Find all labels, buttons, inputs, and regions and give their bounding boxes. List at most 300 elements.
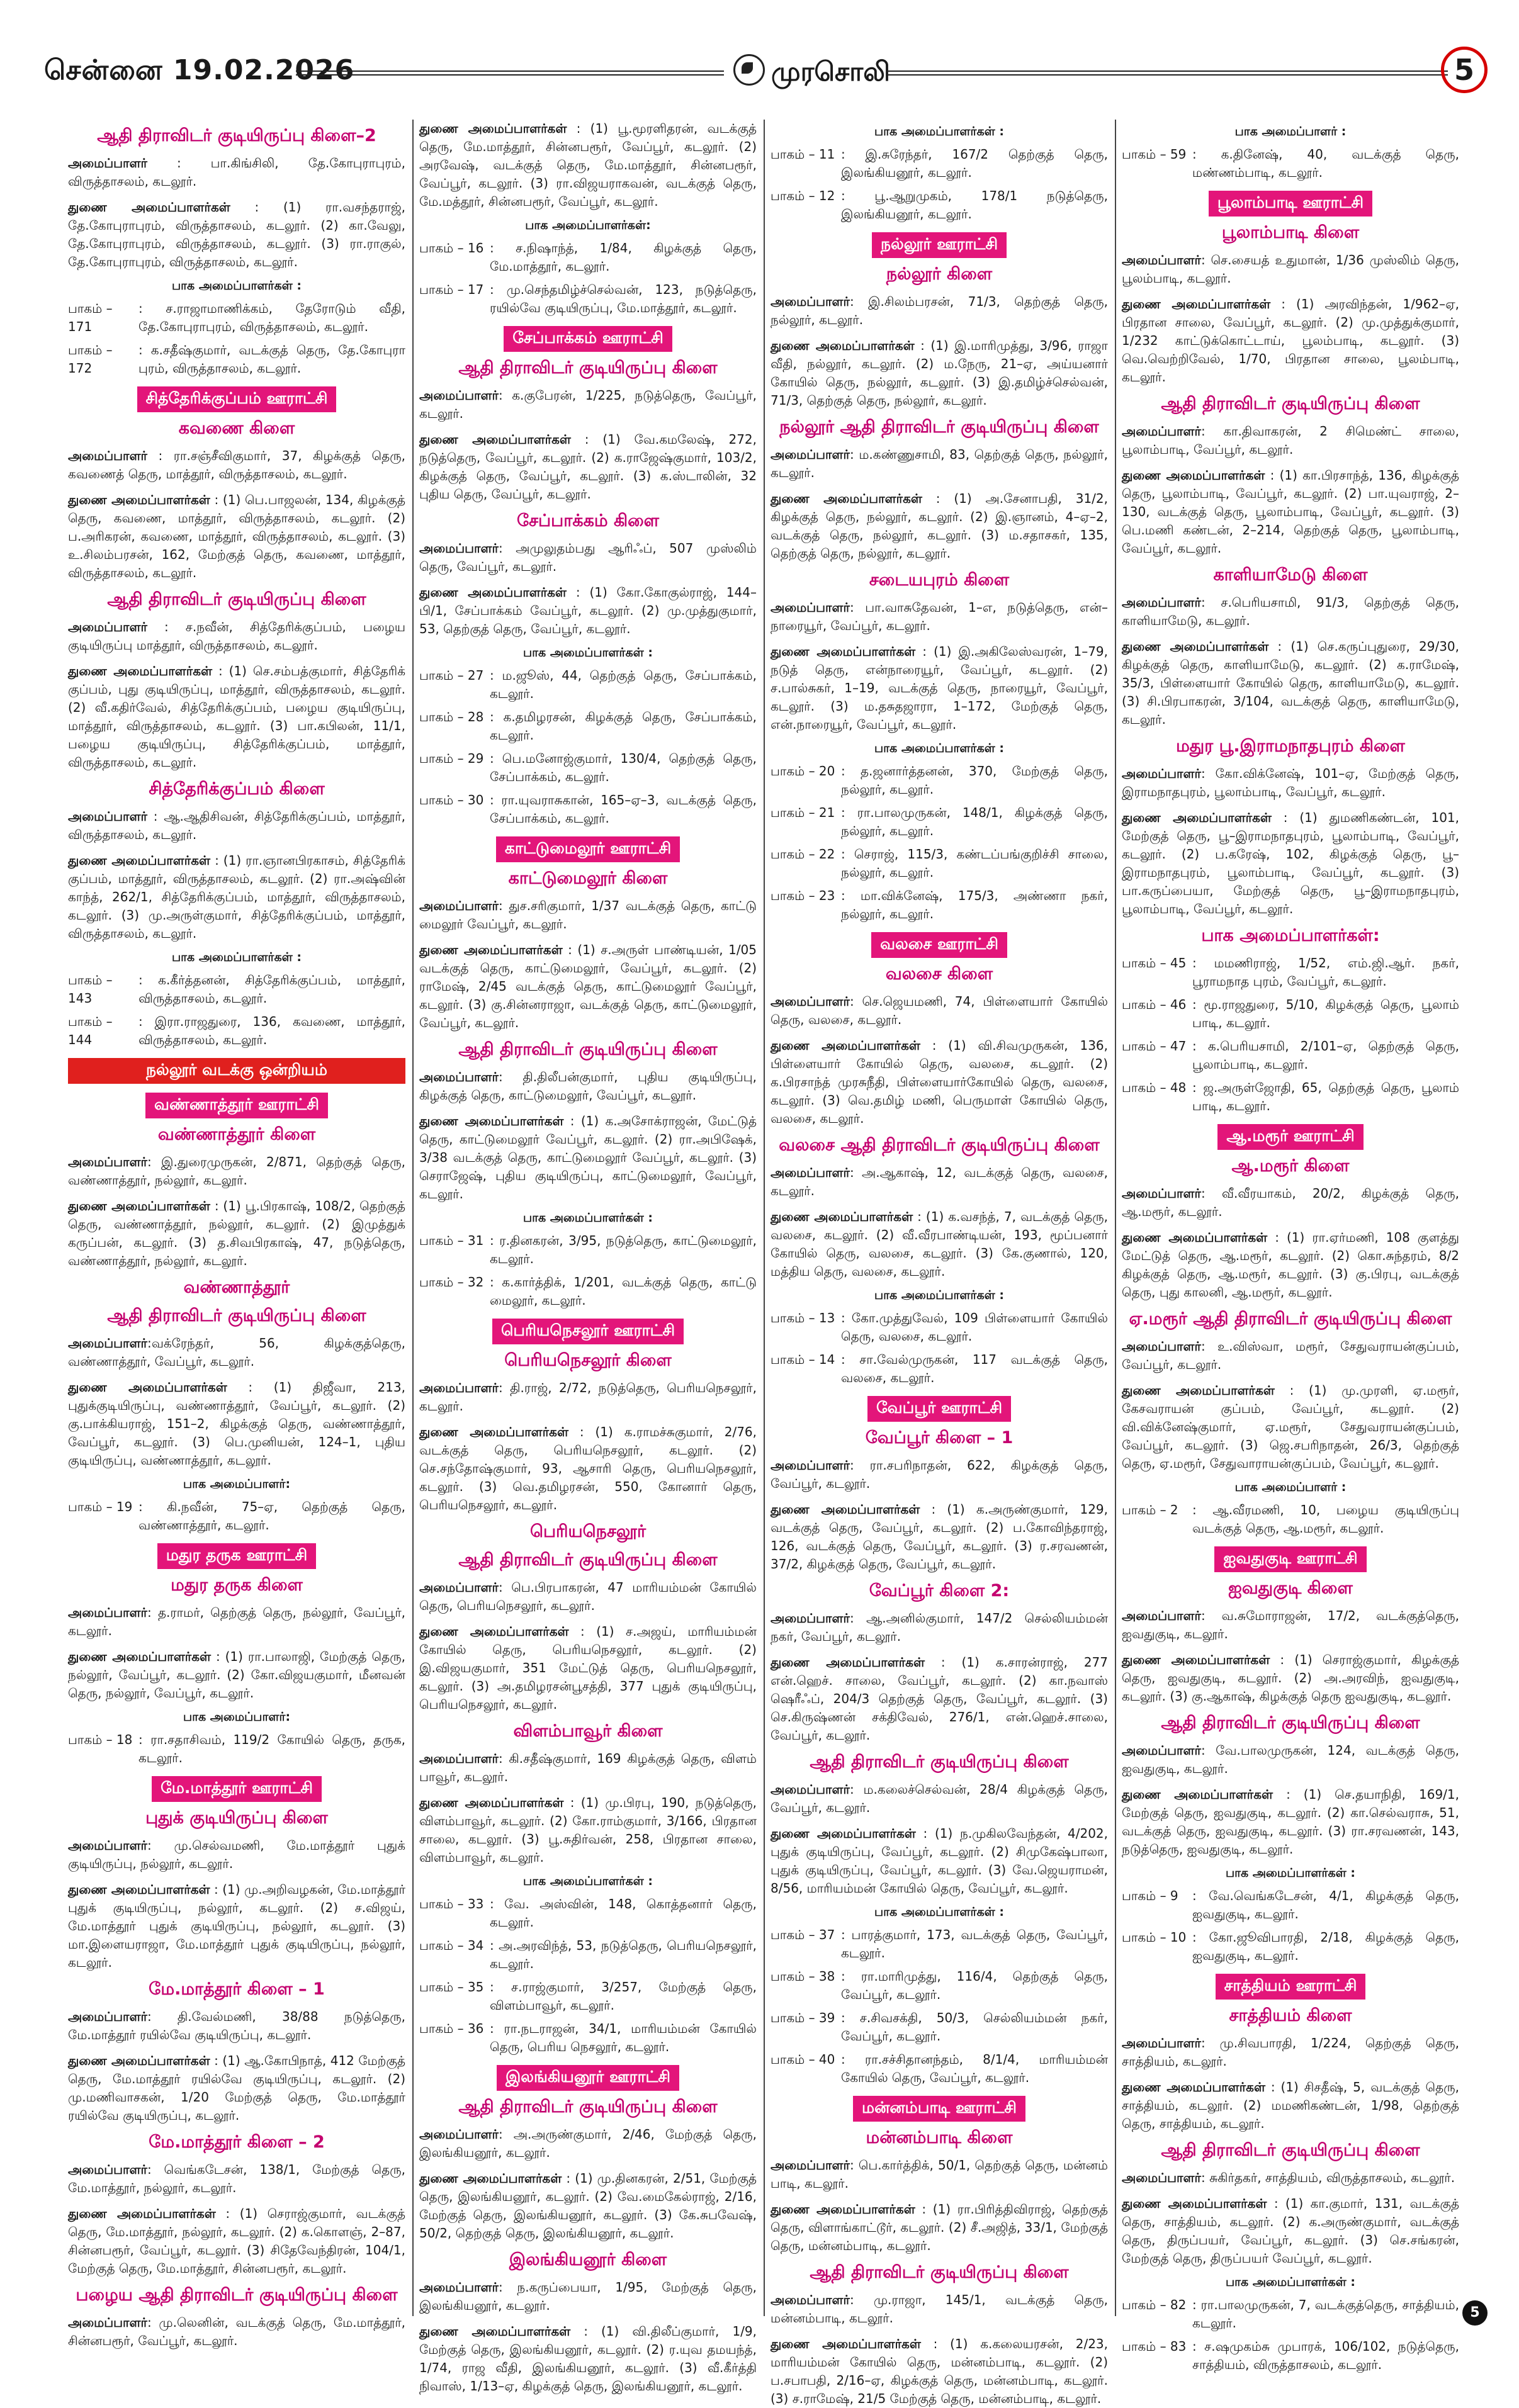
member-entry xyxy=(771,1781,1108,1817)
booth-member: : க.கார்த்திக், 1/201, வடக்குத் தெரு, காட்டு மைலூர், கடலூர். xyxy=(490,1274,757,1308)
article-columns xyxy=(68,120,1460,2406)
subheading: பாக அமைப்பாளர்கள் : xyxy=(522,1211,653,1225)
booth-member: : வே. அஸ்வின், 148, கொத்தனார் தெரு, கடலூர். xyxy=(490,1896,757,1930)
role-label: அமைப்பாளர் xyxy=(68,1336,147,1351)
member-details: : (1) ச.அஜய், மாரியம்மன் கோயில் தெரு, பெரியநெசலூர், கடலூர். (2) இ.விஜயகுமார், 351 மேட்டுத் தெரு, பெரியநெசலூர், கடலூர். (3) அ.தமிழரசன்பூசத்தி, 377 புதுக் குடியிருப்பு, பெரியநெசலூர், கடலூர். xyxy=(419,1624,757,1712)
member-details: : (1) க.அருண்குமார், 129, வடக்குத் தெரு, வேப்பூர், கடலூர். (2) ப.கோவிந்தராஜ், 126, வடக்குத் தெரு, வேப்பூர், கடலூர். (3) ர.சரவணன், 37/2, கிழக்குத் தெரு, வேப்பூர், கடலூர். xyxy=(771,1502,1108,1572)
booth-entry xyxy=(419,667,757,703)
member-details: : (1) வி.சிவமுருகன், 136, பிள்ளையார் கோயில் தெரு, வலசை, கடலூர். (2) க.பிரசாந்த் முரசுநீதி, பிள்ளையார்கோயில் தெரு, வலசை, கடலூர். (3) வெ.தமிழ் மணி, பெருமாள் கோயில் தெரு, வலசை, கடலூர். xyxy=(771,1038,1108,1126)
role-label: துணை அமைப்பாளர்கள் xyxy=(419,2171,562,2186)
role-label: துணை அமைப்பாளர்கள் xyxy=(68,1649,212,1664)
booth-entry xyxy=(771,1351,1108,1387)
booth-number: பாகம் – 33 xyxy=(419,1896,484,1911)
member-entry xyxy=(419,2169,757,2242)
role-label: துணை அமைப்பாளர்கள் xyxy=(419,1624,569,1639)
subheading: பாக அமைப்பாளர்: xyxy=(183,1477,291,1491)
section-title: ஆதி திராவிடர் குடியிருப்பு கிளை xyxy=(458,2097,718,2117)
member-entry xyxy=(1122,594,1459,630)
member-details: : (1) ச.அருள் பாண்டியன், 1/05 வடக்குத் தெரு, காட்டுமைலூர், வேப்பூர், கடலூர். (2) ராமேஷ், 2/45 வடக்குத் தெரு, காட்டுமைலூர் வேப்பூர், கடலூர். (3) கு.சின்னராஜா, வடக்குத் தெரு, காட்டுமைலூர், வேப்பூர், கடலூர். xyxy=(419,942,757,1030)
member-details: : ஆ.அனில்குமார், 147/2 செல்லியம்மன் நகர், வேப்பூர், கடலூர். xyxy=(771,1611,1108,1644)
member-entry xyxy=(771,1208,1108,1281)
booth-number: பாகம் – 10 xyxy=(1122,1930,1187,1945)
booth-number: பாகம் – 40 xyxy=(771,2052,835,2067)
section-title: பூலாம்பாடி கிளை xyxy=(1221,223,1360,242)
booth-member: : பாரத்குமார், 173, வடக்குத் தெரு, வேப்பூர், கடலூர். xyxy=(841,1927,1108,1961)
role-label: அமைப்பாளர் xyxy=(68,1154,147,1169)
member-details: : (1) கோ.கோகுல்ராஜ், 144–பி/1, சேப்பாக்கம் வேப்பூர், கடலூர். (2) மு.முத்துகுமார், 53, தெற்குத் தெரு, வேப்பூர், கடலூர். xyxy=(419,585,757,636)
booth-number: பாகம் – 17 xyxy=(419,282,484,297)
section-title: சாத்தியம் கிளை xyxy=(1229,2006,1352,2025)
member-entry xyxy=(1122,1337,1459,1374)
booth-number: பாகம் – 47 xyxy=(1122,1038,1187,1054)
member-entry xyxy=(68,1334,405,1371)
member-entry xyxy=(68,2314,405,2350)
role-label: அமைப்பாளர் xyxy=(68,619,147,634)
section-title: காட்டுமைலூர் கிளை xyxy=(508,869,668,888)
role-label: அமைப்பாளர் xyxy=(1122,1186,1201,1201)
role-label: அமைப்பாளர் xyxy=(419,2280,499,2295)
role-label: அமைப்பாளர் xyxy=(419,1069,499,1084)
role-label: துணை அமைப்பாளர்கள் xyxy=(771,338,915,353)
section-title: நல்லூர் கிளை xyxy=(886,264,993,284)
booth-member: : இ.சுரேந்தர், 167/2 தெற்குத் தெரு, இலங்கியனூர், கடலூர். xyxy=(841,147,1108,180)
member-details: : (1) ந.முகிலவேந்தன், 4/202, புதுக் குடியிருப்பு, வேப்பூர், கடலூர். (2) சிமுகேஷ்பாலா, புதுக் குடியிருப்பு, வேப்பூர், கடலூர். (3) வே.ஜெயராமன், 8/56, மாரியம்மன் கோயில் தெரு, வேப்பூர், கடலூர். xyxy=(771,1826,1109,1896)
member-entry xyxy=(771,599,1108,635)
role-label: அமைப்பாளர் xyxy=(1122,2035,1201,2051)
member-details: :வக்ரேந்தர், 56, கிழக்குத்தெரு, வண்ணாத்தூர், வேப்பூர், கடலூர். xyxy=(68,1336,405,1369)
member-details: : (1) துமணிகண்டன், 101, மேற்குத் தெரு, பூ–இராமநாதபுரம், பூலாம்பாடி, வேப்பூர், கடலூர். (2) ப.கரேஷ், 102, கிழக்குத் தெரு, பூ–இராமநாதபுரம், பூலாம்பாடி, வேப்பூர், கடலூர். (3) பா.கருப்பையா, மேற்குத் தெரு, பூ–இராமநாதபுரம், பூலாம்பாடி, வேப்பூர், கடலூர். xyxy=(1122,810,1460,916)
role-label: துணை அமைப்பாளர்கள் xyxy=(419,1795,564,1810)
section-title: ஆதி திராவிடர் குடியிருப்பு கிளை xyxy=(458,358,718,378)
role-label: துணை அமைப்பாளர்கள் xyxy=(419,1113,564,1128)
role-label: துணை அமைப்பாளர்கள் xyxy=(1122,639,1269,654)
member-entry xyxy=(1122,1786,1459,1859)
role-label: அமைப்பாளர் xyxy=(419,2127,499,2142)
panchayat-banner: மன்னம்பாடி ஊராட்சி xyxy=(853,2096,1025,2122)
member-details: : துச.சரிகுமார், 1/37 வடக்குத் தெரு, காட்டு மைலூர் வேப்பூர், கடலூர். xyxy=(419,898,757,931)
role-label: துணை அமைப்பாளர்கள் xyxy=(68,492,210,507)
section-title: ஆதி திராவிடர் குடியிருப்பு கிளை xyxy=(107,1306,366,1325)
booth-number: பாகம் – 46 xyxy=(1122,997,1187,1012)
role-label: துணை அமைப்பாளர்கள் xyxy=(771,1502,920,1517)
member-details: : (1) ஆ.கோபிநாத், 412 மேற்குத் தெரு, மே.மாத்தூர் ரயில்வே குடியிருப்பு, கடலூர். (2) மு.மணிவாசகன், 1/20 மேற்குத் தெரு, மே.மாத்தூர் ரயில்வே குடியிருப்பு, கடலூர். xyxy=(68,2053,406,2123)
booth-entry xyxy=(68,300,405,336)
member-entry xyxy=(771,1456,1108,1493)
member-entry xyxy=(771,490,1108,563)
booth-number: பாகம் – 13 xyxy=(771,1310,835,1325)
member-entry xyxy=(68,154,405,191)
member-details: : (1) கா.குமார், 131, வடக்குத் தெரு, சாத்தியம், கடலூர். (2) க.அருண்குமார், வடக்குத் தெரு, திருப்பயர், வேப்பூர், கடலூர். (3) செ.சங்கரன், மேற்குத் தெரு, திருப்பயர் வேப்பூர், கடலூர். xyxy=(1122,2196,1459,2266)
booth-number: பாகம் – 48 xyxy=(1122,1080,1187,1095)
member-entry xyxy=(68,1881,405,1972)
booth-number: பாகம் – 172 xyxy=(68,342,113,376)
member-entry xyxy=(1122,466,1459,558)
booth-member: : க.பெரியசாமி, 2/101–ஏ, தெற்குத் தெரு, பூலாம்பாடி, கடலூர். xyxy=(1192,1038,1459,1072)
booth-number: பாகம் – 35 xyxy=(419,1979,484,1994)
member-details: : (1) வே.கமலேஷ், 272, நடுத்தெரு, வேப்பூர், கடலூர். (2) க.ராஜேஷ்குமார், 103/2, கிழக்குத் தெரு, வேப்பூர், கடலூர். (3) க.ஸ்டாலின், 32 புதிய தெரு, வேப்பூர், கடலூர். xyxy=(419,432,757,502)
member-details: : பெ.பிரபாகரன், 47 மாரியம்மன் கோயில் தெரு, பெரியநெசலூர், கடலூர். xyxy=(419,1580,757,1613)
member-entry xyxy=(419,583,757,638)
member-entry xyxy=(771,1500,1108,1573)
section-title: புதுக் குடியிருப்பு கிளை xyxy=(145,1808,328,1828)
member-entry xyxy=(419,897,757,933)
member-details: : ம.கலைச்செல்வன், 28/4 கிழக்குத் தெரு, வேப்பூர், கடலூர். xyxy=(771,1782,1108,1815)
role-label: அமைப்பாளர் xyxy=(419,1580,499,1595)
member-details: : மு.சிவபாரதி, 1/224, தெற்குத் தெரு, சாத்தியம், கடலூர். xyxy=(1122,2035,1459,2069)
booth-member: : மமணிராஜ், 1/52, எம்.ஜி.ஆர். நகர், பூராமநாத புரம், வேப்பூர், கடலூர். xyxy=(1192,955,1459,989)
member-details: : (1) பெ.பாஜலன், 134, கிழக்குத் தெரு, கவணை, மாத்தூர், விருத்தாசலம், கடலூர். (2) ப.அரிகரன், கவணை, மாத்தூர், விருத்தாசலம், கடலூர். (3) உ.சிலம்பரசன், 162, மேற்குத் தெரு, கவணை, மாத்தூர், விருத்தாசலம், கடலூர். xyxy=(68,492,405,580)
booth-number: பாகம் – 18 xyxy=(68,1732,133,1747)
role-label: துணை அமைப்பாளர்கள் xyxy=(419,942,563,957)
member-details: : கி.சதீஷ்குமார், 169 கிழக்குத் தெரு, விளம் பாவூர், கடலூர். xyxy=(419,1751,757,1784)
member-entry xyxy=(1122,422,1459,459)
booth-member: : ச.சிவசக்தி, 50/3, செல்லியம்மன் நகர், வேப்பூர், கடலூர். xyxy=(841,2010,1108,2044)
panchayat-banner: சித்தேரிக்குப்பம் ஊராட்சி xyxy=(137,386,337,412)
booth-member: : த.ஜனார்த்தனன், 370, மேற்குத் தெரு, நல்லூர், கடலூர். xyxy=(841,763,1108,797)
booth-entry xyxy=(771,845,1108,882)
member-entry xyxy=(771,643,1108,734)
booth-member: : ரா.யுவராசுகான், 165–ஏ–3, வடக்குத் தெரு, சேப்பாக்கம், கடலூர். xyxy=(490,792,757,826)
booth-number: பாகம் – 32 xyxy=(419,1274,484,1290)
role-label: துணை அமைப்பாளர்கள் xyxy=(1122,1787,1273,1802)
booth-entry xyxy=(68,971,405,1008)
booth-entry xyxy=(419,2020,757,2056)
booth-entry xyxy=(419,1273,757,1310)
role-label: அமைப்பாளர் xyxy=(419,541,499,556)
booth-entry xyxy=(1122,2338,1459,2374)
member-entry xyxy=(771,446,1108,482)
page-header xyxy=(44,49,1488,93)
booth-number: பாகம் – 30 xyxy=(419,792,484,807)
role-label: துணை அமைப்பாளர்கள் xyxy=(419,585,567,600)
section-title: பாக அமைப்பாளர்கள்: xyxy=(1201,926,1380,945)
member-entry xyxy=(1122,765,1459,801)
role-label: துணை அமைப்பாளர்கள் xyxy=(771,2336,921,2351)
role-label: அமைப்பாளர் xyxy=(68,2315,147,2330)
member-entry xyxy=(771,993,1108,1029)
member-details: : (1) செராஜ்குமார், கிழக்குத் தெரு, ஐவதுகுடி, கடலூர். (2) அ.அரவிந், ஐவதுகுடி, கடலூர். (3) கு.ஆகாஷ், கிழக்குத் தெரு ஐவதுகுடி, கடலூர். xyxy=(1122,1652,1460,1704)
member-details: : செ.ஜெயமணி, 74, பிள்ளையார் கோயில் தெரு, வலசை, கடலூர். xyxy=(771,994,1108,1027)
member-entry xyxy=(1122,2169,1459,2187)
role-label: அமைப்பாளர் xyxy=(419,1380,499,1395)
member-details: : கோ.விக்னேஷ், 101–ஏ, மேற்குத் தெரு, இராமநாதபுரம், பூலாம்பாடி, வேப்பூர், கடலூர். xyxy=(1122,766,1459,799)
section-title: சேப்பாக்கம் கிளை xyxy=(516,511,660,531)
section-title: ஆதி திராவிடர் குடியிருப்பு கிளை xyxy=(458,1550,718,1570)
header-rule-left xyxy=(296,70,724,76)
member-details: : அ.ஆகாஷ், 12, வடக்குத் தெரு, வலசை, கடலூர். xyxy=(771,1165,1108,1198)
booth-entry xyxy=(771,187,1108,223)
member-details: : (1) அரவிந்தன், 1/962–ஏ, பிரதான சாலை, வேப்பூர், கடலூர். (2) மு.முத்துக்குமார், 1/232 காட்டுக்கொட்டாய், பூலம்பாடி, கடலூர். (3) வெ.வெற்றிவேல், 1/70, பிரதான சாலை, பூலம்பாடி, கடலூர். xyxy=(1122,296,1459,385)
subheading: பாக அமைப்பாளர்கள் : xyxy=(874,1905,1004,1919)
role-label: துணை அமைப்பாளர்கள் xyxy=(419,1424,568,1439)
booth-entry xyxy=(419,1937,757,1973)
booth-member: : ரா.பாலமுருகன், 148/1, கிழக்குத் தெரு, நல்லூர், கடலூர். xyxy=(841,805,1108,838)
section-title: ஆதி திராவிடர் குடியிருப்பு கிளை xyxy=(1161,1713,1420,1733)
member-entry xyxy=(771,1609,1108,1646)
member-details: : பா.வாசுதேவன், 1–எ, நடுத்தெரு, என்– நாரையூர், வேப்பூர், கடலூர். xyxy=(771,600,1108,633)
member-details: : (1) மு.முரளி, ஏ.மரூர், கேசவராயன் குப்பம், வேப்பூர், கடலூர். (2) வி.விக்னேஷ்குமார், ஏ.மரூர், சேதுவராயன்குப்பம், வேப்பூர், கடலூர். (3) ஜெ.சபரிநாதன், 26/3, தெற்குத் தெரு, ஏ.மரூர், சேதுவாராயன்குப்பம், வேப்பூர், கடலூர். xyxy=(1122,1383,1459,1471)
member-details: : பா.கிங்சிலி, தே.கோபுராபுரம், விருத்தாசலம், கடலூர். xyxy=(68,155,405,189)
booth-entry xyxy=(771,2009,1108,2045)
booth-entry xyxy=(68,1498,405,1534)
role-label: அமைப்பாளர் xyxy=(419,388,499,403)
member-details: : மு.செல்வமணி, மே.மாத்தூர் புதுக் குடியிருப்பு, நல்லூர், கடலூர். xyxy=(68,1838,405,1871)
panchayat-banner: மதுர தருக ஊராட்சி xyxy=(157,1543,317,1569)
booth-member: : ர.தினகரன், 3/95, நடுத்தெரு, காட்டுமைலூர், கடலூர். xyxy=(490,1233,757,1266)
member-entry xyxy=(1122,1741,1459,1778)
booth-entry xyxy=(419,750,757,786)
member-entry xyxy=(419,386,757,423)
member-details: : அ.அருண்குமார், 2/46, மேற்குத் தெரு, இலங்கியனூர், கடலூர். xyxy=(419,2127,757,2160)
member-entry xyxy=(1122,1651,1459,1706)
section-title: ஆதி திராவிடர் குடியிருப்பு கிளை xyxy=(810,1752,1069,1772)
column-4 xyxy=(1122,120,1460,2372)
role-label: துணை அமைப்பாளர்கள் xyxy=(419,121,567,136)
member-entry xyxy=(1122,251,1459,288)
subheading: பாக அமைப்பாளர் : xyxy=(1234,125,1347,138)
booth-member: : ஆ.வீரமணி, 10, பழைய குடியிருப்பு வடக்குத் தெரு, ஆ.மரூர், கடலூர். xyxy=(1192,1502,1459,1536)
member-details: : ரா.சஞ்சீவிகுமார், 37, கிழக்குத் தெரு, கவணைத் தெரு, மாத்தூர், விருத்தாசலம், கடலூர். xyxy=(68,448,405,481)
member-details: : ரா.சபரிநாதன், 622, கிழக்குத் தெரு, வேப்பூர், கடலூர். xyxy=(771,1458,1108,1491)
section-title: ஆதி திராவிடர் குடியிருப்பு கிளை xyxy=(810,2263,1069,2282)
booth-member: : பெ.மனோஜ்குமார், 130/4, தெற்குத் தெரு, சேப்பாக்கம், கடலூர். xyxy=(490,751,757,784)
member-details: : வே.பாலமுருகன், 124, வடக்குத் தெரு, ஐவதுகுடி, கடலூர். xyxy=(1122,1743,1459,1776)
member-details: : த.ராமர், தெற்குத் தெரு, நல்லூர், வேப்பூர், கடலூர். xyxy=(68,1605,405,1638)
booth-member: : ரா.பாலமுருகன், 7, வடக்குத்தெரு, சாத்தியம், கடலூர். xyxy=(1192,2297,1459,2331)
member-entry xyxy=(771,1037,1108,1128)
member-entry xyxy=(419,1750,757,1786)
subheading: பாக அமைப்பாளர்கள் : xyxy=(171,950,302,964)
member-details: : (1) செ.கருப்புதுரை, 29/30, கிழக்குத் தெரு, காளியாமேடு, கடலூர். (2) க.ராமேஷ், 35/3, பிள்ளையார் கோயில் தெரு, காளியாமேடு, கடலூர். (3) சி.பிரபாகரன், 3/104, வடக்குத் தெரு, காளியாமேடு, கடலூர். xyxy=(1122,639,1459,727)
role-label: துணை அமைப்பாளர்கள் xyxy=(68,1198,210,1213)
booth-number: பாகம் – 21 xyxy=(771,805,835,820)
member-details: : கா.திவாகரன், 2 சிமெண்ட் சாலை, பூலாம்பாடி, வேப்பூர், கடலூர். xyxy=(1122,424,1459,457)
booth-number: பாகம் – 143 xyxy=(68,972,113,1006)
member-entry xyxy=(419,2125,757,2162)
member-entry xyxy=(419,539,757,576)
section-title: வண்ணாத்தூர் கிளை xyxy=(157,1125,316,1144)
member-entry xyxy=(68,1378,405,1470)
booth-entry xyxy=(419,1232,757,1268)
member-details: : தி.வேல்மணி, 38/88 நடுத்தெரு, மே.மாத்தூர் ரயில்வே குடியிருப்பு, கடலூர். xyxy=(68,2009,405,2042)
role-label: அமைப்பாளர் xyxy=(1122,424,1201,439)
panchayat-banner: மே.மாத்தூர் ஊராட்சி xyxy=(152,1776,322,1802)
section-title: வலசை கிளை xyxy=(885,964,993,984)
booth-entry xyxy=(1122,1928,1459,1965)
booth-number: பாகம் – 23 xyxy=(771,888,835,903)
booth-number: பாகம் – 22 xyxy=(771,847,835,862)
role-label: துணை அமைப்பாளர்கள் xyxy=(419,2324,571,2339)
member-entry xyxy=(771,293,1108,329)
member-details: : (1) வி.திலீப்குமார், 1/9, மேற்குத் தெரு, இலங்கியனூர், கடலூர். (2) ர.யுவ தமயந்த், 1/74, ராஜ வீதி, இலங்கியனூர், கடலூர். (3) வீ.கீர்த்தி நிவாஸ், 1/13–ஏ, கிழக்குத் தெரு, இலங்கியனூர், கடலூர். xyxy=(419,2324,757,2394)
member-details: : (1) ரா.பாலாஜி, மேற்குத் தெரு, நல்லூர், வேப்பூர், கடலூர். (2) கோ.விஜயகுமார், மீனவன் தெரு, நல்லூர், வேப்பூர், கடலூர். xyxy=(68,1649,405,1701)
booth-entry xyxy=(1122,954,1459,991)
role-label: அமைப்பாளர் xyxy=(771,1782,850,1797)
role-label: அமைப்பாளர் xyxy=(1122,1743,1201,1758)
member-details: : வீ.வீரயாகம், 20/2, கிழக்குத் தெரு, ஆ.மரூர், கடலூர். xyxy=(1122,1186,1459,1219)
panchayat-banner: நல்லூர் ஊராட்சி xyxy=(872,232,1007,258)
role-label: அமைப்பாளர் xyxy=(1122,766,1201,781)
panchayat-banner: காட்டுமைலூர் ஊராட்சி xyxy=(496,836,680,862)
member-entry xyxy=(68,198,405,271)
booth-number: பாகம் – 2 xyxy=(1122,1502,1178,1517)
member-entry xyxy=(419,1794,757,1867)
member-entry xyxy=(68,807,405,844)
section-title: வண்ணாத்தூர் xyxy=(183,1278,290,1297)
panchayat-banner: வண்ணாத்தூர் ஊராட்சி xyxy=(145,1093,328,1118)
role-label: துணை அமைப்பாளர்கள் xyxy=(1122,1383,1275,1398)
booth-member: : மூ.ராஜதுரை, 5/10, கிழக்குத் தெரு, பூலாம் பாடி, கடலூர். xyxy=(1192,997,1459,1030)
member-entry xyxy=(68,2205,405,2278)
booth-entry xyxy=(419,239,757,276)
role-label: துணை அமைப்பாளர்கள் xyxy=(1122,2079,1266,2095)
section-title: மே.மாத்தூர் கிளை – 2 xyxy=(149,2132,325,2152)
section-title: ஆதி திராவிடர் குடியிருப்பு கிளை xyxy=(458,1040,718,1059)
booth-entry xyxy=(419,1978,757,2015)
role-label: அமைப்பாளர் xyxy=(1122,1608,1201,1623)
booth-member: : ரா.மாரிமுத்து, 116/4, தெற்குத் தெரு, வேப்பூர், கடலூர். xyxy=(841,1969,1108,2002)
member-entry xyxy=(419,2322,757,2395)
role-label: அமைப்பாளர் xyxy=(771,600,850,615)
member-details: : ச.நவீன், சித்தேரிக்குப்பம், பழைய குடியிருப்பு மாத்தூர், விருத்தாசலம், கடலூர். xyxy=(68,619,405,653)
role-label: அமைப்பாளர் xyxy=(1122,252,1201,267)
subheading: பாக அமைப்பாளர்கள் : xyxy=(874,1288,1004,1302)
section-title: மதுர தருக கிளை xyxy=(171,1575,303,1595)
role-label: துணை அமைப்பாளர்கள் xyxy=(1122,1652,1270,1667)
role-label: அமைப்பாளர் xyxy=(68,2009,147,2024)
panchayat-banner: பெரியநெசலூர் ஊராட்சி xyxy=(492,1319,684,1344)
member-entry xyxy=(771,2200,1108,2255)
member-details: : (1) சிசதீஷ், 5, வடக்குத் தெரு, சாத்தியம், கடலூர். (2) மமணிகண்டன், 1/98, தெற்குத் தெரு, சாத்தியம், கடலூர். xyxy=(1122,2079,1459,2131)
member-entry xyxy=(1122,295,1459,386)
member-entry xyxy=(68,1837,405,1873)
booth-member: : ம.ஜூஸ், 44, தெற்குத் தெரு, சேப்பாக்கம், கடலூர். xyxy=(490,668,757,701)
member-details: : (1) ரா.ஏர்மணி, 108 குளத்து மேட்டுத் தெரு, ஆ.மரூர், கடலூர். (2) கொ.சுந்தரம், 8/2 கிழக்குத் தெரு, ஆ.மரூர், கடலூர். (3) கு.பிரபு, வடக்குத் தெரு, புது காலனி, ஆ.மரூர், கடலூர். xyxy=(1122,1230,1459,1300)
booth-number: பாகம் – 39 xyxy=(771,2010,835,2025)
footer-page-number: 5 xyxy=(1462,2300,1488,2326)
role-label: துணை அமைப்பாளர்கள் xyxy=(68,2206,216,2221)
member-details: : ந.கருப்பையா, 1/95, மேற்குத் தெரு, இலங்கியனூர், கடலூர். xyxy=(419,2280,757,2313)
section-title: மதுர பூ.இராமநாதபுரம் கிளை xyxy=(1176,736,1405,756)
section-title: ஆதி திராவிடர் குடியிருப்பு கிளை xyxy=(1161,2141,1420,2160)
booth-member: : பூ.ஆறுமுகம், 178/1 நடுத்தெரு, இலங்கியனூர், கடலூர். xyxy=(841,188,1108,222)
booth-entry xyxy=(419,1895,757,1932)
booth-entry xyxy=(1122,1079,1459,1115)
booth-member: : ச.ராஜாமாணிக்கம், தேரோடும் வீதி, தே.கோபுராபுரம், விருத்தாசலம், கடலூர். xyxy=(138,301,405,334)
section-title: நல்லூர் ஆதி திராவிடர் குடியிருப்பு கிளை xyxy=(779,417,1099,437)
booth-member: : க.கீர்த்தனன், சித்தேரிக்குப்பம், மாத்தூர், விருத்தாசலம், கடலூர். xyxy=(138,972,405,1006)
booth-entry xyxy=(1122,145,1459,182)
section-title: மன்னம்பாடி கிளை xyxy=(866,2128,1013,2147)
booth-entry xyxy=(771,762,1108,799)
role-label: துணை அமைப்பாளர்கள் xyxy=(1122,1230,1268,1245)
booth-number: பாகம் – 59 xyxy=(1122,147,1187,162)
member-details: : (1) செ.சம்பத்குமார், சித்தேரிக் குப்பம், புது குடியிருப்பு, மாத்தூர், விருத்தாசலம், கடலூர். (2) வீ.கதிர்வேல், சித்தேரிக்குப்பம், பழைய குடியிருப்பு, மாத்தூர், விருத்தாசலம், கடலூர். (3) பா.கபிலன், 11/1, பழைய குடியிருப்பு, சித்தேரிக்குப்பம், மாத்தூர், விருத்தாசலம், கடலூர். xyxy=(68,663,405,770)
member-details: : ச.பெரியசாமி, 91/3, தெற்குத் தெரு, காளியாமேடு, கடலூர். xyxy=(1122,595,1459,628)
member-details: : வ.சுமோராஜன், 17/2, வடக்குத்தெரு, ஐவதுகுடி, கடலூர். xyxy=(1122,1608,1459,1641)
section-title: வேப்பூர் கிளை 2: xyxy=(869,1581,1010,1601)
section-title: ஆதி திராவிடர் குடியிருப்பு கிளை xyxy=(1161,394,1420,414)
column-1 xyxy=(68,120,406,2348)
role-label: துணை அமைப்பாளர்கள் xyxy=(68,2053,210,2068)
booth-number: பாகம் – 9 xyxy=(1122,1888,1178,1903)
role-label: துணை அமைப்பாளர்கள் xyxy=(68,853,211,868)
booth-number: பாகம் – 82 xyxy=(1122,2297,1187,2312)
member-entry xyxy=(68,1153,405,1190)
booth-entry xyxy=(771,1926,1108,1962)
booth-entry xyxy=(1122,996,1459,1032)
role-label: துணை அமைப்பாளர்கள் xyxy=(771,1655,925,1670)
booth-member: : ரா.சதாசிவம், 119/2 கோயில் தெரு, தருக, கடலூர். xyxy=(138,1732,405,1765)
member-entry xyxy=(419,941,757,1032)
section-title: ஆ.மரூர் கிளை xyxy=(1231,1156,1350,1176)
member-details: : (1) திஜீவா, 213, புதுக்குடியிருப்பு, வண்ணாத்தூர், வேப்பூர், கடலூர். (2) கு.பாக்கியராஜ், 151–2, கிழக்குத் தெரு, வண்ணாத்தூர், வேப்பூர், கடலூர். (3) பெ.முனியன், 124–1, புதிய குடியிருப்பு, வண்ணாத்தூர், கடலூர். xyxy=(68,1380,405,1468)
section-title: பழைய ஆதி திராவிடர் குடியிருப்பு கிளை xyxy=(76,2285,398,2305)
member-details: : (1) க.கலையரசன், 2/23, மாரியம்மன் கோயில் தெரு, மன்னம்பாடி, கடலூர். (2) ப.சபாபதி, 2/16–ஏ, கிழக்குத் தெரு, மன்னம்பாடி, கடலூர். (3) ச.ராமேஷ், 21/5 மேற்குத் தெரு, மன்னம்பாடி, கடலூர். xyxy=(771,2336,1108,2406)
booth-member: : செராஜ், 115/3, கண்டப்பங்குறிச்சி சாலை, நல்லூர், கடலூர். xyxy=(841,847,1108,880)
member-details: : (1) ரா.பிரித்திவிராஜ், தெற்குத் தெரு, விளாங்காட்டூர், கடலூர். (2) சீ.அஜித், 33/1, மேற்குத் தெரு, மன்னம்பாடி, கடலூர். xyxy=(771,2202,1109,2253)
union-banner: நல்லூர் வடக்கு ஒன்றியம் xyxy=(68,1058,405,1084)
member-entry xyxy=(68,1604,405,1640)
member-entry xyxy=(771,2156,1108,2193)
member-entry xyxy=(68,1648,405,1702)
member-entry xyxy=(419,1379,757,1415)
member-details: : இ.சிலம்பரசன், 71/3, தெற்குத் தெரு, நல்லூர், கடலூர். xyxy=(771,294,1108,327)
role-label: துணை அமைப்பாளர்கள் xyxy=(68,1882,210,1897)
member-entry xyxy=(1122,1184,1459,1221)
booth-member: : க.தமிழரசன், கிழக்குத் தெரு, சேப்பாக்கம், கடலூர். xyxy=(490,709,757,743)
booth-entry xyxy=(68,1731,405,1767)
column-2 xyxy=(419,120,757,2394)
member-details: : (1) க.வசந்த், 7, வடக்குத் தெரு, வலசை, கடலூர். (2) வீ.வீரபாண்டியன், 193, மூப்பனார் கோயில் தெரு, வலசை, கடலூர். (3) கே.குணால், 120, மத்திய தெரு, வலசை, கடலூர். xyxy=(771,1209,1108,1279)
booth-member: : மா.விக்னேஷ், 175/3, அண்ணா நகர், நல்லூர், கடலூர். xyxy=(841,888,1108,921)
panchayat-banner: வேப்பூர் ஊராட்சி xyxy=(867,1396,1011,1422)
member-entry xyxy=(419,1423,757,1514)
member-entry xyxy=(771,1653,1108,1745)
booth-member: : க.சதீஷ்குமார், வடக்குத் தெரு, தே.கோபுரா புரம், விருத்தாசலம், கடலூர். xyxy=(138,342,405,376)
member-details: : (1) இ.அகிலேஸ்வரன், 1–79, நடுத் தெரு, என்நாரையூர், வேப்பூர், கடலூர். (2) ச.பால்சுகர், 1–19, வடக்குத் தெரு, நாரையூர், வேப்பூர், கடலூர். (3) ம.தசுதஜாரா, 1–172, மேற்குத் தெரு, என்.நாரையூர், வேப்பூர், கடலூர். xyxy=(771,644,1109,732)
booth-entry xyxy=(771,2051,1108,2087)
booth-number: பாகம் – 20 xyxy=(771,763,835,779)
booth-number: பாகம் – 38 xyxy=(771,1969,835,1984)
member-details: : (1) மு.தினகரன், 2/51, மேற்குத் தெரு, இலங்கியனூர், கடலூர். (2) வே.மைகேல்ராஜ், 2/16, மேற்குத் தெரு, இலங்கியனூர், கடலூர். (3) கே.சுபவேஷ், 50/2, தெற்குத் தெரு, இலங்கியனூர், கடலூர். xyxy=(419,2171,757,2241)
role-label: அமைப்பாளர் xyxy=(771,1611,850,1626)
member-details: : ஆ.ஆதிசிவன், சித்தேரிக்குப்பம், மாத்தூர், விருத்தாசலம், கடலூர். xyxy=(68,809,405,842)
member-entry xyxy=(1122,1381,1459,1473)
role-label: துணை அமைப்பாளர்கள் xyxy=(419,432,571,447)
member-entry xyxy=(419,1623,757,1714)
booth-entry xyxy=(68,1013,405,1049)
member-details: : (1) கா.பிரசாந்த், 136, கிழக்குத் தெரு, பூலாம்பாடி, வேப்பூர், கடலூர். (2) பா.யுவராஜ், 2–130, வடக்குத் தெரு, பூலாம்பாடி, வேப்பூர், கடலூர். (3) பெ.மணி கண்டன், 2–214, தெற்குத் தெரு, பூலாம்பாடி, வேப்பூர், கடலூர். xyxy=(1122,468,1459,556)
role-label: அமைப்பாளர் xyxy=(68,155,147,171)
subheading: பாக அமைப்பாளர் : xyxy=(1234,1480,1347,1494)
booth-entry xyxy=(68,341,405,378)
member-details: : க.குபேரன், 1/225, நடுத்தெரு, வேப்பூர், கடலூர். xyxy=(419,388,757,421)
booth-entry xyxy=(419,708,757,745)
section-title: மே.மாத்தூர் கிளை – 1 xyxy=(149,1979,325,1999)
booth-number: பாகம் – 83 xyxy=(1122,2339,1187,2354)
role-label: துணை அமைப்பாளர்கள் xyxy=(1122,296,1271,312)
member-details: : தி.ராஜ், 2/72, நடுத்தெரு, பெரியநெசலூர், கடலூர். xyxy=(419,1380,757,1414)
section-title: கவணை கிளை xyxy=(178,419,295,438)
subheading: பாக அமைப்பாளர்கள் : xyxy=(171,279,302,293)
section-title: ஆதி திராவிடர் குடியிருப்பு கிளை–2 xyxy=(97,126,376,145)
member-entry xyxy=(68,618,405,655)
role-label: அமைப்பாளர் xyxy=(1122,1339,1201,1354)
panchayat-banner: சாத்தியம் ஊராட்சி xyxy=(1216,1974,1366,2000)
booth-number: பாகம் – 28 xyxy=(419,709,484,724)
role-label: துணை அமைப்பாளர்கள் xyxy=(1122,2196,1267,2211)
